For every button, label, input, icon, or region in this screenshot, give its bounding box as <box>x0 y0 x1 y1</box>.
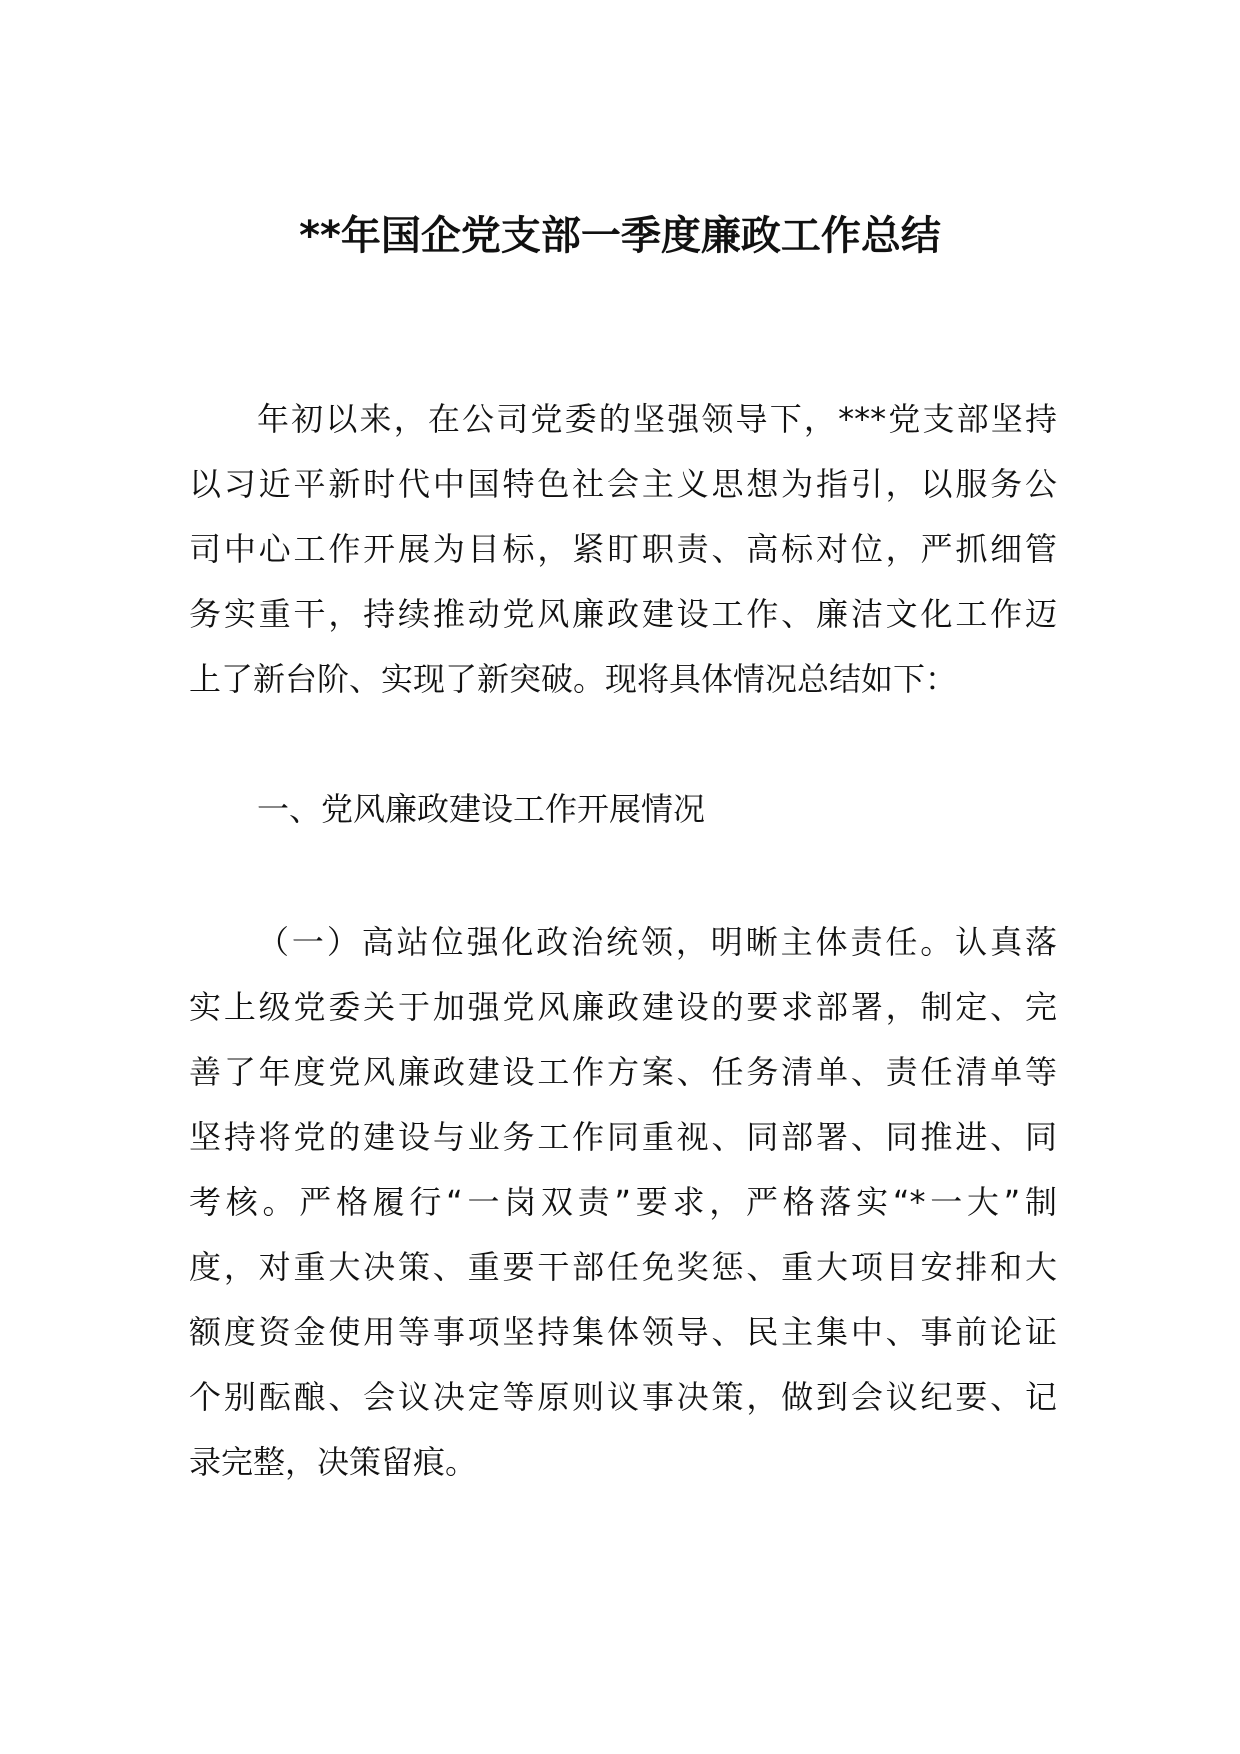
paragraph-line: 上了新台阶、实现了新突破。现将具体情况总结如下： <box>189 660 958 698</box>
paragraph-line: 善了年度党风廉政建设工作方案、任务清单、责任清单等 <box>189 1053 1057 1091</box>
document-title: **年国企党支部一季度廉政工作总结 <box>299 213 941 259</box>
paragraph-line: 额度资金使用等事项坚持集体领导、民主集中、事前论证 <box>189 1313 1057 1351</box>
section-heading <box>189 777 1057 842</box>
section-paragraph <box>189 910 1057 1495</box>
paragraph-line: 录完整，决策留痕。 <box>189 1443 478 1481</box>
intro-paragraph <box>189 387 1057 712</box>
paragraph-line: 司中心工作开展为目标，紧盯职责、高标对位，严抓细管 <box>189 530 1057 568</box>
paragraph-line: （一）高站位强化政治统领，明晰主体责任。认真落 <box>257 923 1057 961</box>
paragraph-line: 个别酝酿、会议决定等原则议事决策，做到会议纪要、记 <box>189 1378 1057 1416</box>
paragraph-line: 考核。严格履行“一岗双责”要求，严格落实“*一大”制 <box>189 1183 1057 1221</box>
paragraph-line: 年初以来，在公司党委的坚强领导下，***党支部坚持 <box>257 400 1057 438</box>
paragraph-line: 务实重干，持续推动党风廉政建设工作、廉洁文化工作迈 <box>189 595 1057 633</box>
paragraph-line: 以习近平新时代中国特色社会主义思想为指引，以服务公 <box>189 465 1057 503</box>
section-heading-text: 一、党风廉政建设工作开展情况 <box>257 790 706 828</box>
paragraph-line: 实上级党委关于加强党风廉政建设的要求部署，制定、完 <box>189 988 1057 1026</box>
paragraph-line: 坚持将党的建设与业务工作同重视、同部署、同推进、同 <box>189 1118 1057 1156</box>
paragraph-line: 度，对重大决策、重要干部任免奖惩、重大项目安排和大 <box>189 1248 1057 1286</box>
